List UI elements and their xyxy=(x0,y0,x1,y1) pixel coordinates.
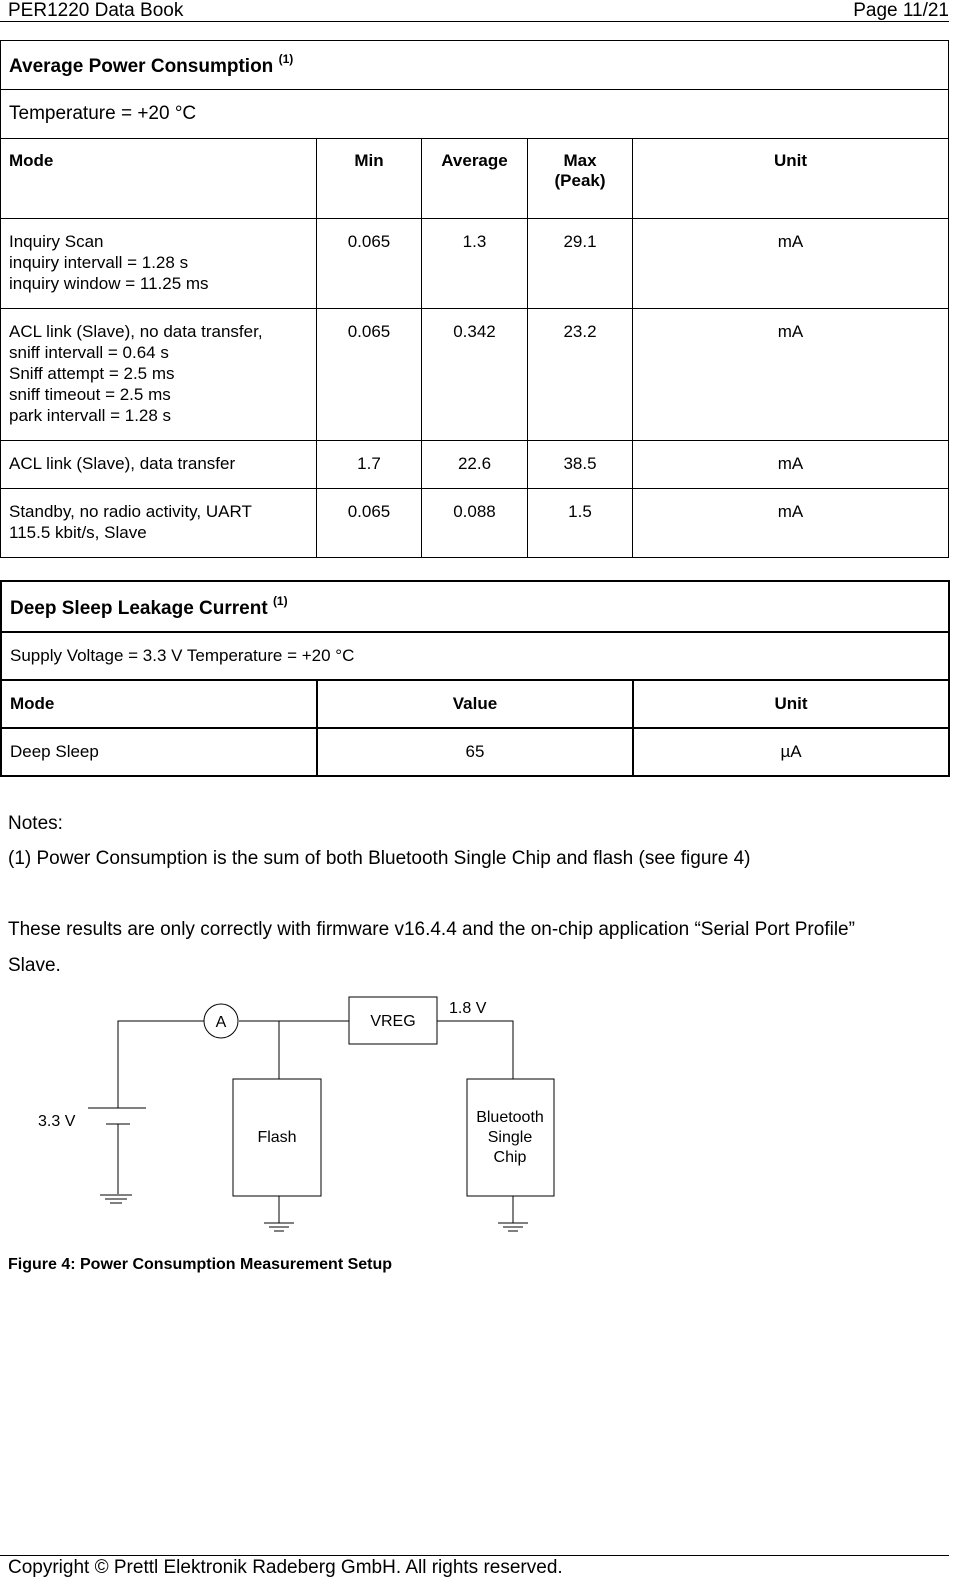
column-header-unit: Unit xyxy=(633,139,949,219)
unit-cell: mA xyxy=(633,309,949,441)
unit-cell: mA xyxy=(633,219,949,309)
figure-caption: Figure 4: Power Consumption Measurement Setup xyxy=(8,1256,393,1273)
column-header-mode: Mode xyxy=(1,680,317,728)
value-cell: 65 xyxy=(317,728,633,776)
mode-cell: Standby, no radio activity, UART 115.5 kbit/s, Slave xyxy=(1,489,317,558)
chip-label-line-2: Single xyxy=(487,1129,533,1146)
deep-sleep-table xyxy=(0,580,950,777)
power-consumption-table xyxy=(0,40,949,558)
column-header-max: Max (Peak) xyxy=(528,139,633,219)
max-cell: 38.5 xyxy=(528,441,633,489)
average-cell: 0.342 xyxy=(422,309,528,441)
flash-block xyxy=(233,1079,321,1196)
notes-heading: Notes: xyxy=(8,813,63,834)
max-cell: 1.5 xyxy=(528,489,633,558)
firmware-note-line-2: Slave. xyxy=(8,955,61,976)
table-row xyxy=(1,728,949,776)
chip-label-line-1: Bluetooth xyxy=(476,1109,544,1126)
regulator-output-label: 1.8 V xyxy=(449,1000,487,1017)
supply-voltage-label: 3.3 V xyxy=(38,1113,76,1130)
power-table-condition: Temperature = +20 °C xyxy=(1,90,949,139)
mode-cell: Inquiry Scan inquiry intervall = 1.28 s inquiry window = 11.25 ms xyxy=(1,219,317,309)
column-header-unit: Unit xyxy=(633,680,949,728)
mode-cell: Deep Sleep xyxy=(1,728,317,776)
average-cell: 0.088 xyxy=(422,489,528,558)
sleep-table-condition: Supply Voltage = 3.3 V Temperature = +20 °C xyxy=(1,632,949,680)
column-header-min: Min xyxy=(317,139,422,219)
table-row xyxy=(1,489,949,558)
average-cell: 1.3 xyxy=(422,219,528,309)
column-header-average: Average xyxy=(422,139,528,219)
ammeter-label: A xyxy=(215,1014,227,1031)
column-header-mode: Mode xyxy=(1,139,317,219)
sleep-table-header-row xyxy=(1,680,949,728)
document-title: PER1220 Data Book xyxy=(8,0,184,21)
page-number: Page 11/21 xyxy=(853,0,949,21)
min-cell: 0.065 xyxy=(317,219,422,309)
column-header-value: Value xyxy=(317,680,633,728)
min-cell: 0.065 xyxy=(317,309,422,441)
power-table-title: Average Power Consumption $^{(1)}$ xyxy=(1,41,949,90)
power-table-header-row xyxy=(1,139,949,219)
average-cell: 22.6 xyxy=(422,441,528,489)
ammeter-symbol xyxy=(204,1004,238,1038)
flash-label: Flash xyxy=(257,1129,297,1146)
measurement-setup-diagram xyxy=(0,985,600,1245)
unit-cell: µA xyxy=(633,728,949,776)
bluetooth-chip-block xyxy=(467,1079,554,1196)
max-cell: 29.1 xyxy=(528,219,633,309)
firmware-note-line-1: These results are only correctly with firmware v16.4.4 and the on-chip application “Serial Port Profile” xyxy=(8,919,855,940)
mode-cell: ACL link (Slave), data transfer xyxy=(1,441,317,489)
vreg-label: VREG xyxy=(370,1013,416,1030)
copyright-notice: Copyright © Prettl Elektronik Radeberg GmbH. All rights reserved. xyxy=(8,1557,563,1578)
table-row xyxy=(1,309,949,441)
vreg-block xyxy=(349,997,437,1044)
footer-rule xyxy=(0,1555,949,1556)
min-cell: 1.7 xyxy=(317,441,422,489)
mode-cell: ACL link (Slave), no data transfer, sniff intervall = 0.64 s Sniff attempt = 2.5 ms sniff timeout = 2.5 ms park intervall = 1.28 s xyxy=(1,309,317,441)
max-cell: 23.2 xyxy=(528,309,633,441)
unit-cell: mA xyxy=(633,441,949,489)
table-row xyxy=(1,441,949,489)
table-row xyxy=(1,219,949,309)
min-cell: 0.065 xyxy=(317,489,422,558)
header-rule xyxy=(0,21,949,22)
chip-label-line-3: Chip xyxy=(493,1149,527,1166)
sleep-table-title: Deep Sleep Leakage Current $^{(1)}$ xyxy=(1,581,949,632)
note-1: (1) Power Consumption is the sum of both Bluetooth Single Chip and flash (see figure 4) xyxy=(8,848,751,869)
unit-cell: mA xyxy=(633,489,949,558)
